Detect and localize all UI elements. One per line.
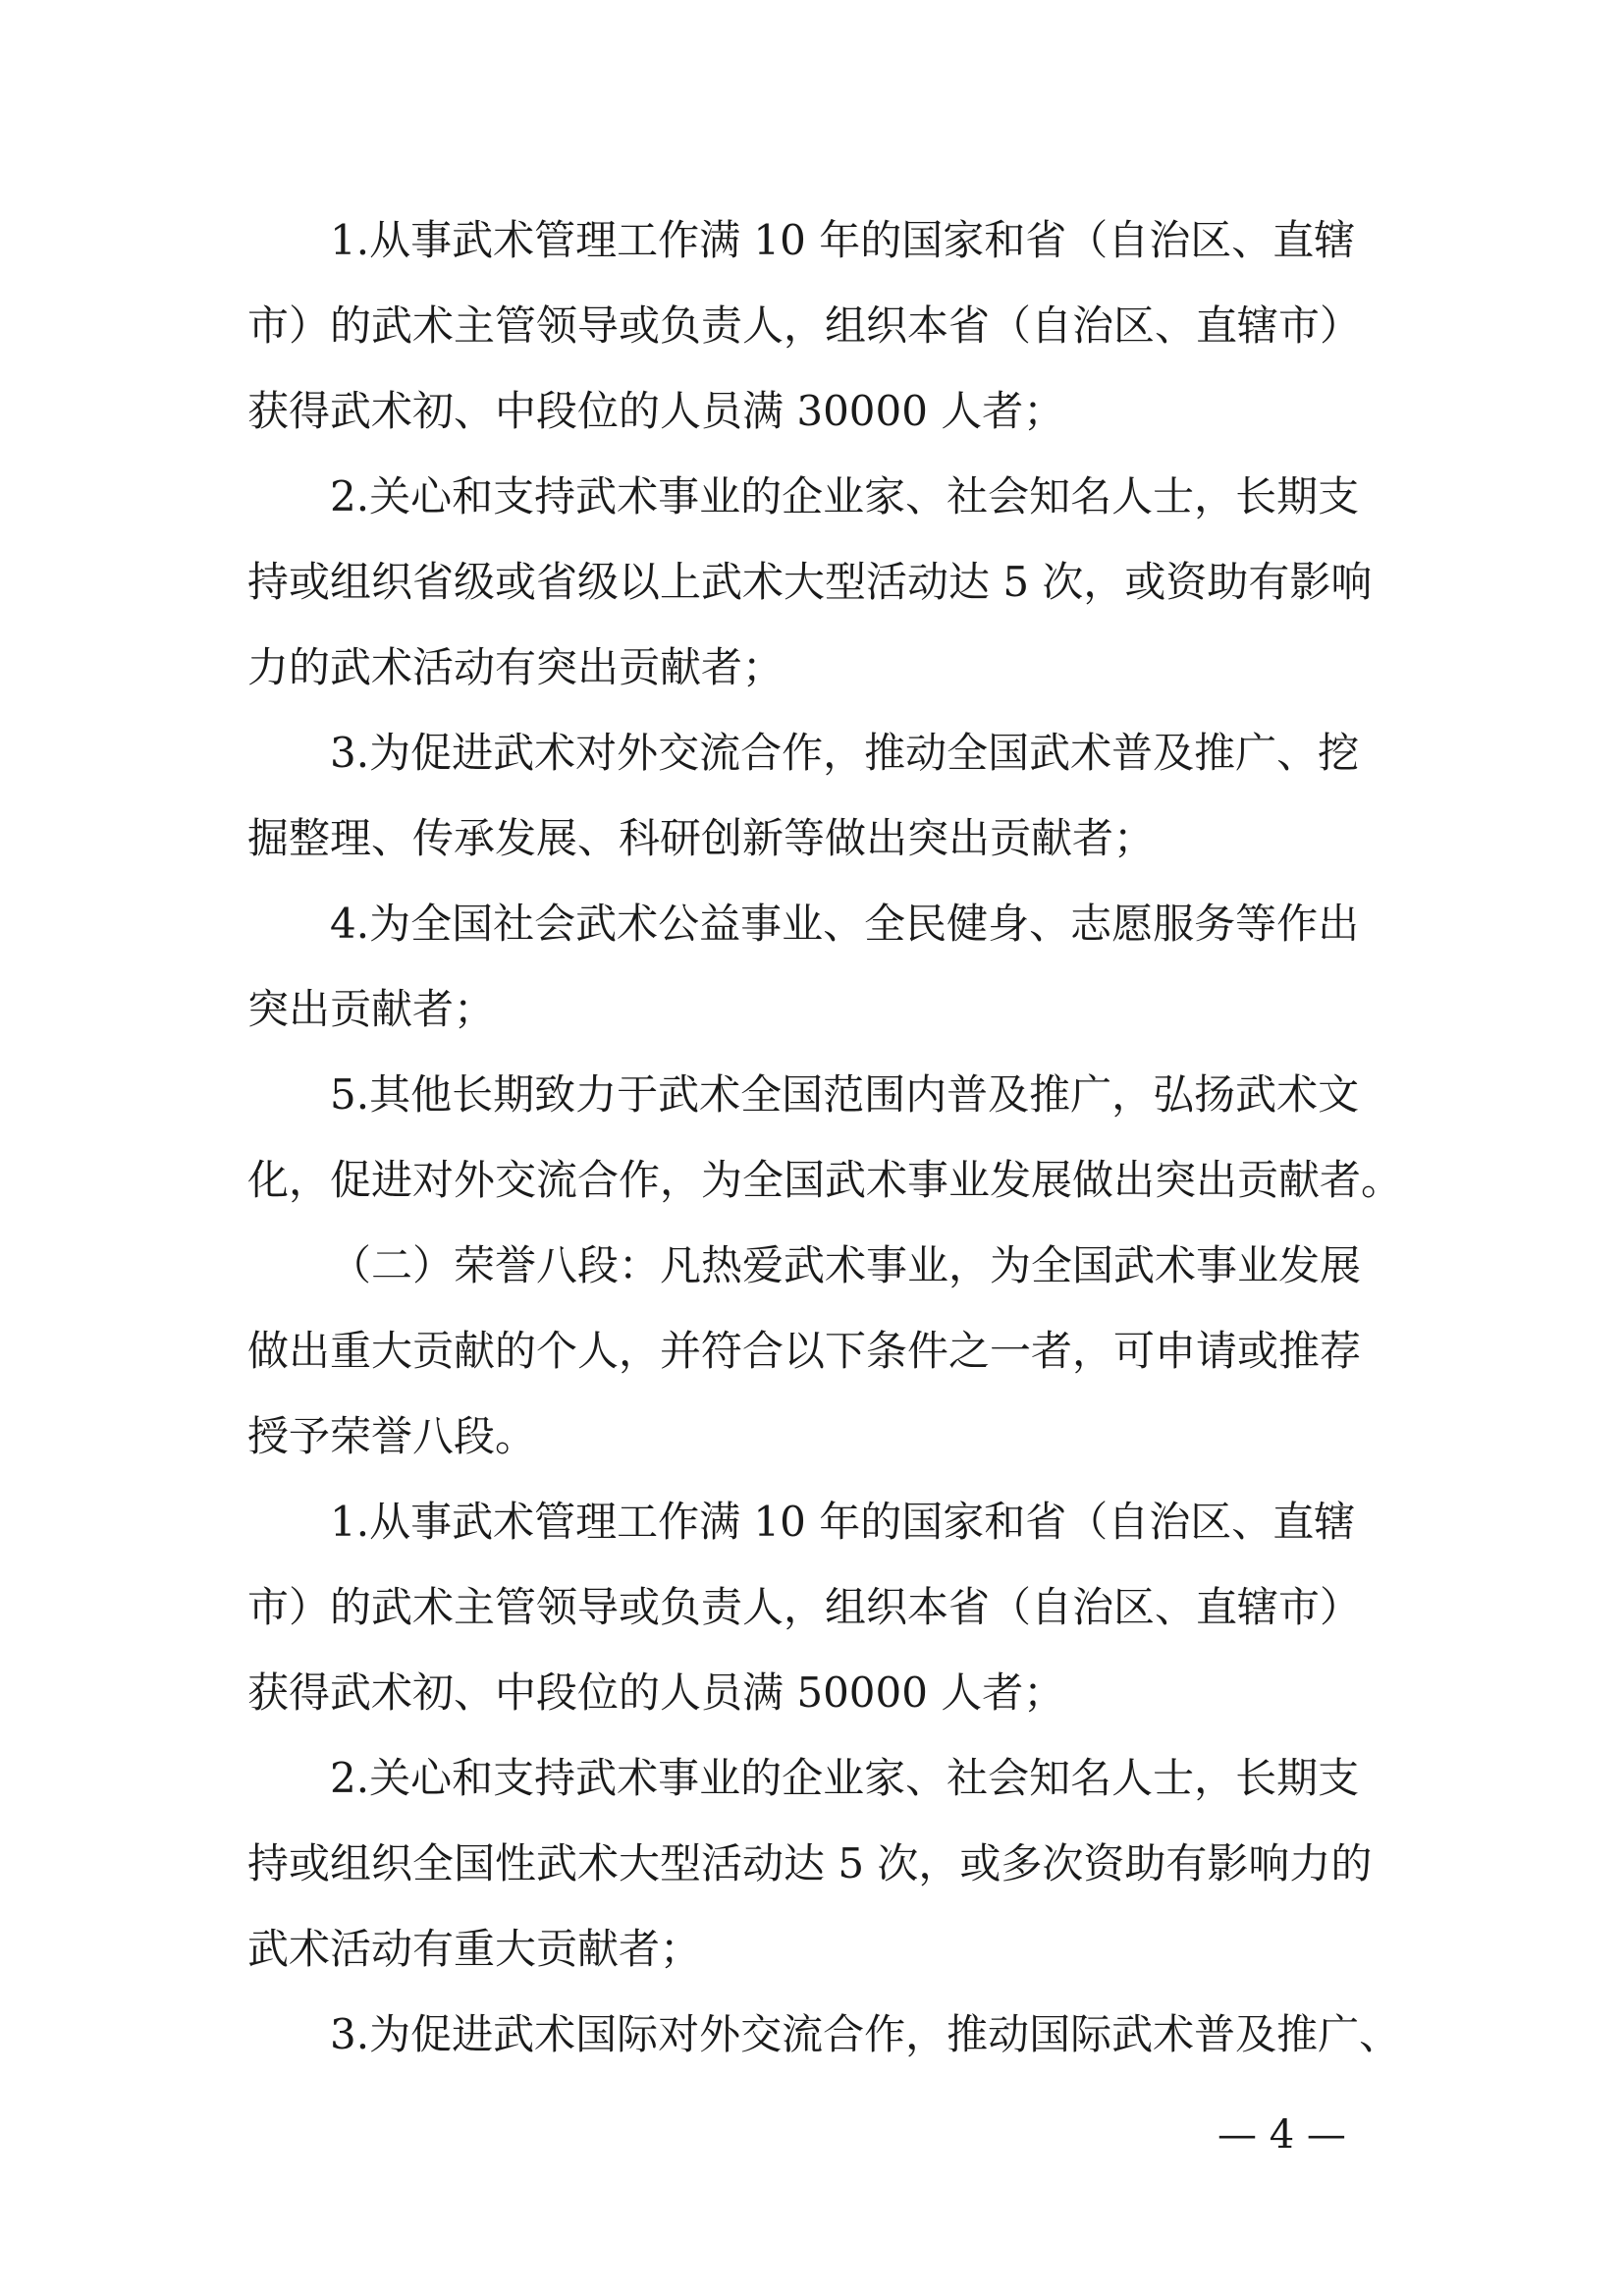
text-line-1: 1.从事武术管理工作满 10 年的国家和省（自治区、直辖 xyxy=(330,216,1356,264)
text-line-19: 2.关心和支持武术事业的企业家、社会知名人士，长期支 xyxy=(330,1754,1360,1802)
text-line-16: 1.从事武术管理工作满 10 年的国家和省（自治区、直辖 xyxy=(330,1498,1356,1546)
text-line-12: 化，促进对外交流合作，为全国武术事业发展做出突出贡献者。 xyxy=(247,1156,1403,1204)
text-line-9: 4.为全国社会武术公益事业、全民健身、志愿服务等作出 xyxy=(330,900,1360,948)
text-line-18: 获得武术初、中段位的人员满 50000 人者； xyxy=(247,1668,1065,1717)
text-line-21: 武术活动有重大贡献者； xyxy=(247,1925,702,1973)
text-line-8: 掘整理、传承发展、科研创新等做出突出贡献者； xyxy=(247,814,1156,862)
text-line-14: 做出重大贡献的个人，并符合以下条件之一者，可申请或推荐 xyxy=(247,1327,1362,1375)
text-line-2: 市）的武术主管领导或负责人，组织本省（自治区、直辖市） xyxy=(247,301,1362,350)
text-line-10: 突出贡献者； xyxy=(247,985,496,1033)
text-line-4: 2.关心和支持武术事业的企业家、社会知名人士，长期支 xyxy=(330,472,1360,520)
text-line-11: 5.其他长期致力于武术全国范围内普及推广，弘扬武术文 xyxy=(330,1070,1360,1119)
text-line-3: 获得武术初、中段位的人员满 30000 人者； xyxy=(247,387,1065,435)
text-line-5: 持或组织省级或省级以上武术大型活动达 5 次，或资助有影响 xyxy=(247,558,1373,606)
text-line-20: 持或组织全国性武术大型活动达 5 次，或多次资助有影响力的 xyxy=(247,1839,1373,1887)
text-line-13: （二）荣誉八段：凡热爱武术事业，为全国武术事业发展 xyxy=(330,1241,1362,1289)
text-line-22: 3.为促进武术国际对外交流合作，推动国际武术普及推广、 xyxy=(330,2010,1401,2058)
page-number: — 4 — xyxy=(1217,2112,1346,2158)
text-line-7: 3.为促进武术对外交流合作，推动全国武术普及推广、挖 xyxy=(330,729,1360,777)
text-line-6: 力的武术活动有突出贡献者； xyxy=(247,643,784,691)
text-line-17: 市）的武术主管领导或负责人，组织本省（自治区、直辖市） xyxy=(247,1583,1362,1631)
text-line-15: 授予荣誉八段。 xyxy=(247,1412,537,1460)
